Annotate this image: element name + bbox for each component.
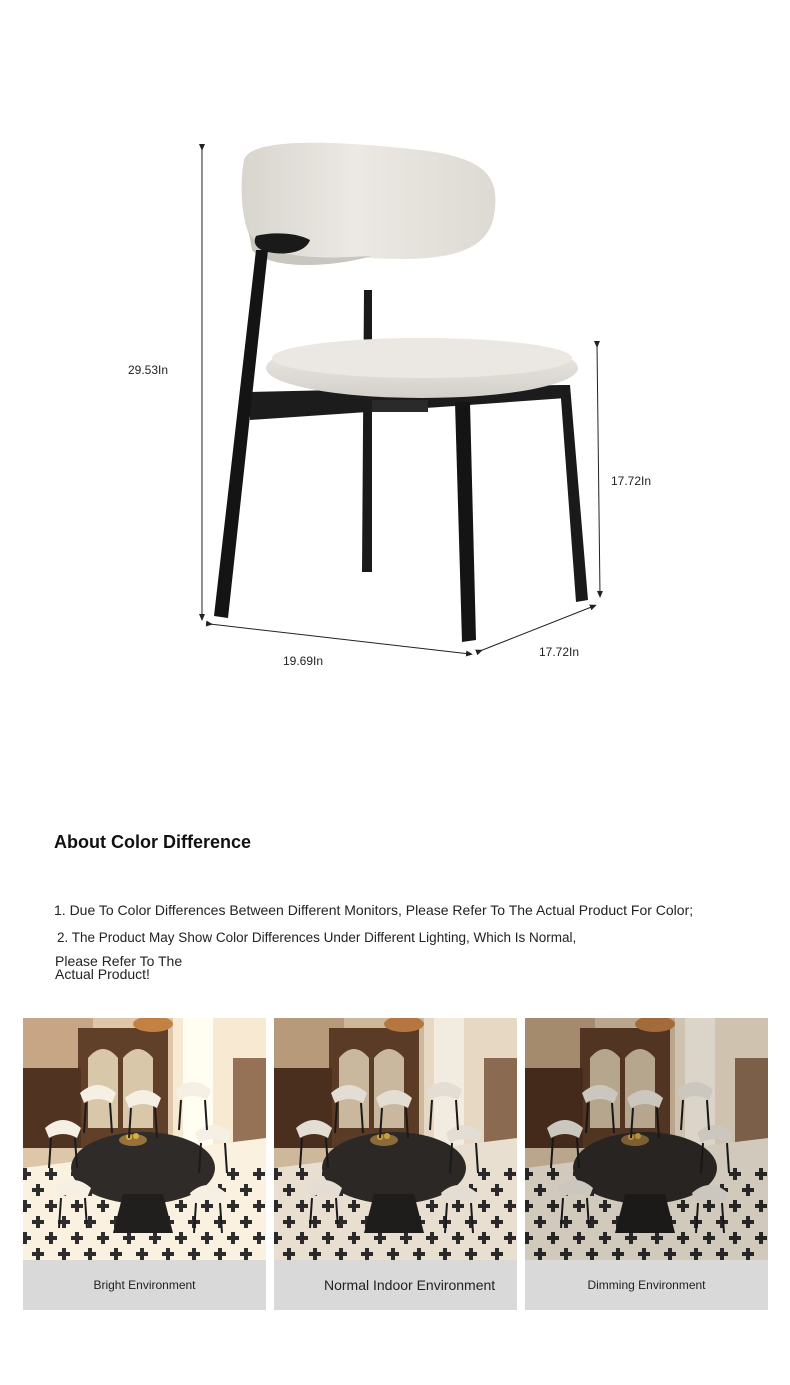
color-note-2: 2. The Product May Show Color Differences Under Different Lighting, Which Is Normal, [57,930,577,945]
env-caption-bright: Bright Environment [93,1278,196,1292]
env-caption-dimming: Dimming Environment [587,1278,706,1292]
env-panel-normal [274,1018,517,1310]
color-note-1: 1. Due To Color Differences Between Different Monitors, Please Refer To The Actual Product For Color; [54,902,694,918]
color-difference-title: About Color Difference [54,832,252,852]
height-label: 29.53In [128,363,169,377]
dining-room-photo [274,1018,517,1260]
dining-room-photo [23,1018,266,1260]
seat-height-label: 17.72In [611,474,652,488]
env-panel-bright [23,1018,266,1310]
depth-label: 17.72In [539,645,580,659]
seat-height-dimension-line [597,345,600,595]
env-panel-dimming [525,1018,768,1310]
dining-room-photo [525,1018,768,1260]
color-note-3: Please Refer To The Actual Product! [55,953,183,982]
width-label: 19.69In [283,654,324,668]
width-dimension-line [210,624,470,654]
env-caption-normal: Normal Indoor Environment [324,1276,496,1293]
